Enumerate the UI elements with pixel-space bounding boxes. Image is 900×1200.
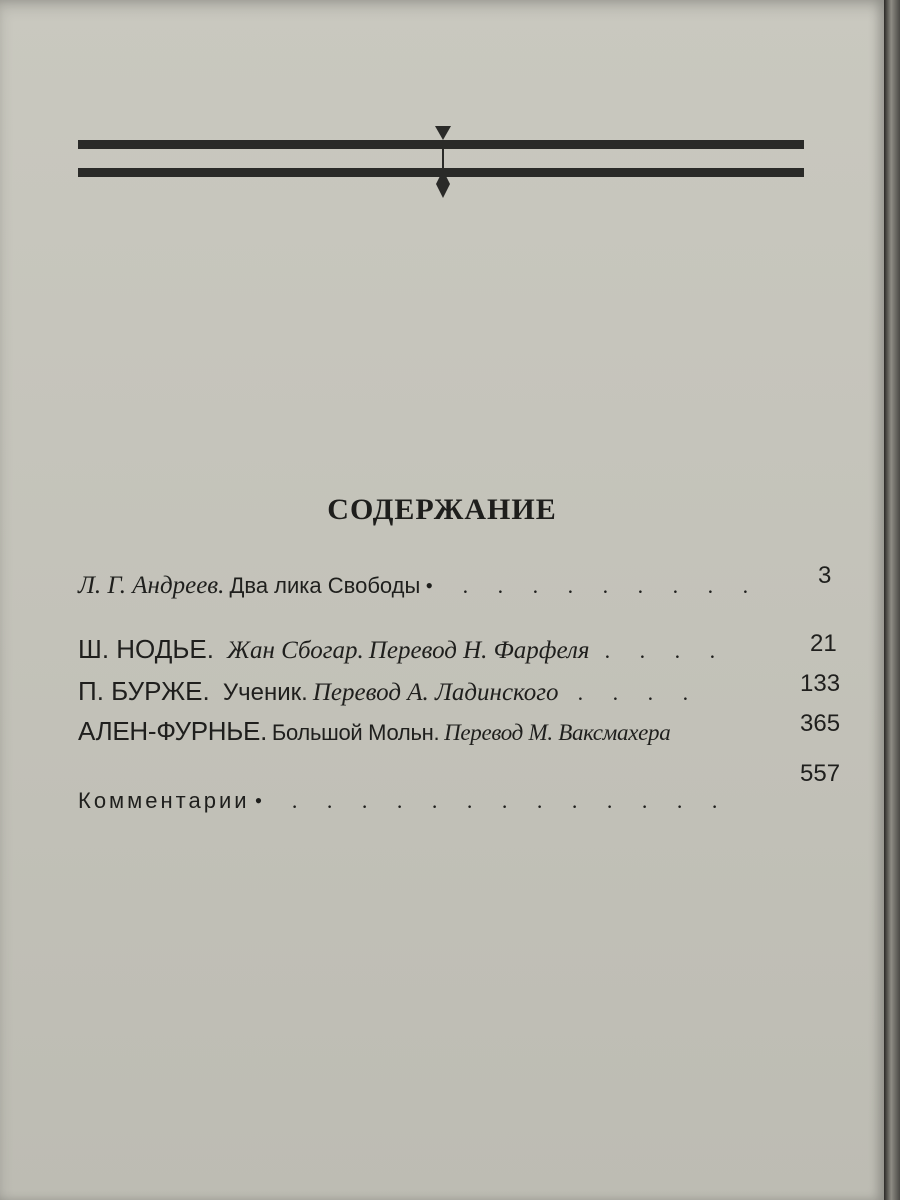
entry-author: АЛЕН-ФУРНЬЕ. <box>78 716 268 746</box>
entry-page: 133 <box>800 670 841 697</box>
entry-author: П. БУРЖЕ. <box>78 676 210 706</box>
entry-title: Ученик. <box>222 679 308 706</box>
entry-translator: Перевод М. Ваксмахера <box>444 720 671 745</box>
entry-page: 557 <box>800 760 841 787</box>
toc-entry-comments <box>78 788 729 814</box>
entry-translator: Перевод А. Ладинского <box>312 679 559 706</box>
entry-title: Большой Мольн. <box>271 720 440 745</box>
toc-entry-alain-fournier <box>78 716 670 747</box>
entry-page: 21 <box>810 630 837 657</box>
entry-title: Два лика Свободы <box>229 573 421 598</box>
entry-translator: Перевод Н. Фарфеля <box>368 637 590 664</box>
toc-entry-andreev <box>78 572 760 600</box>
entry-leader: • . . . . . . . . . . . . . <box>254 788 730 813</box>
entry-title: Комментарии <box>78 788 250 813</box>
toc-entry-bourget <box>78 676 700 707</box>
entry-leader: . . . . <box>604 638 728 663</box>
entry-leader: . . . . <box>577 680 701 705</box>
entry-author: Л. Г. Андреев. <box>78 572 225 599</box>
entry-page: 3 <box>818 562 832 589</box>
toc-entry-nodier <box>78 634 727 665</box>
entry-title: Жан Сбогар. <box>227 637 364 664</box>
entry-author: Ш. НОДЬЕ. <box>78 634 214 664</box>
toc-title: СОДЕРЖАНИЕ <box>327 493 557 526</box>
entry-leader: • . . . . . . . . . <box>425 573 761 598</box>
decorative-rule <box>78 118 804 204</box>
entry-page: 365 <box>800 710 841 737</box>
page-edge <box>884 0 900 1200</box>
